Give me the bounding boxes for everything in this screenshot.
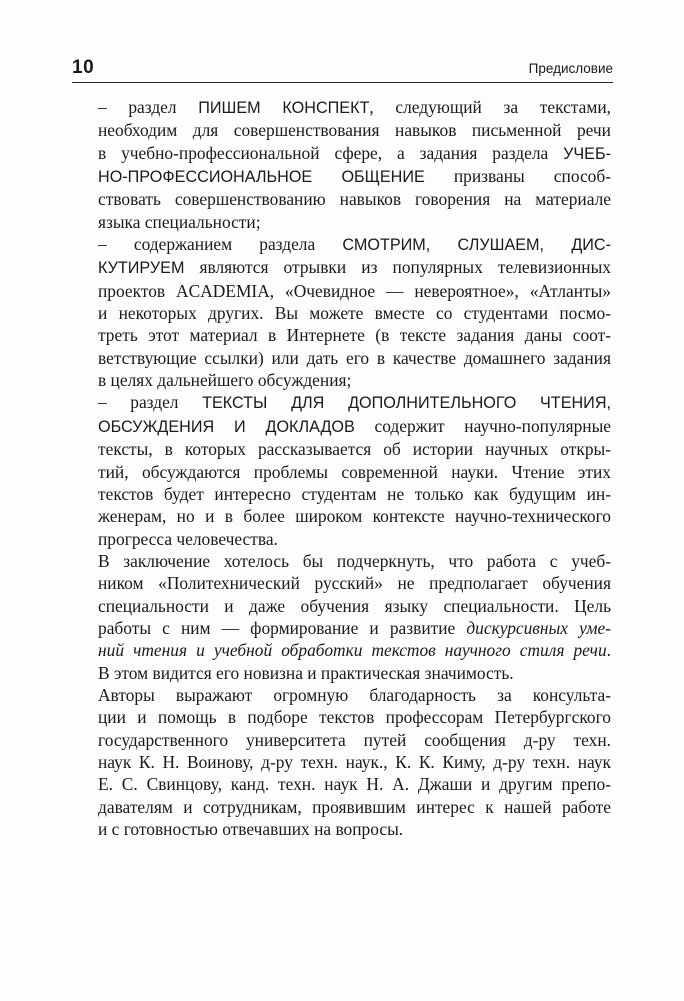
text-run: ветствующие ссылки) или дать его в качестве домашнего задания [98, 347, 611, 368]
text-run: текстов будет интересно студентам не только как будущим ин- [98, 483, 611, 504]
text-line [74, 595, 611, 617]
section-name: ОБСУЖДЕНИЯ И ДОКЛАДОВ [98, 417, 355, 436]
text-run: и с готовностью отвечавших на вопросы. [98, 819, 404, 839]
text-line [74, 347, 611, 369]
italic-run: дискурсивных уме- [466, 617, 611, 638]
header-rule [72, 82, 613, 83]
text-run: В этом видится его новизна и практическая значимость. [98, 662, 514, 683]
section-name: ПИШЕМ КОНСПЕКТ [198, 99, 370, 117]
section-name: ТЕКСТЫ ДЛЯ ДОПОЛНИТЕЛЬНОГО ЧТЕНИЯ, [202, 394, 612, 413]
text-run: специальности и даже обучения языку специальности. Цель [98, 595, 611, 616]
text-line [74, 438, 611, 460]
text-run: треть этот материал в Интернете (в тексте задания даны соот- [98, 325, 611, 346]
paragraph [74, 550, 611, 684]
text-line [74, 142, 611, 165]
text-line [74, 662, 611, 684]
text-run: и некоторых других. Вы можете вместе со студентами посмо- [98, 303, 611, 324]
text-run: являются отрывки из популярных телевизионных [184, 257, 611, 278]
text-line [74, 391, 611, 414]
text-run: Е. С. Свинцову, канд. техн. наук Н. А. Джаши и другим препо- [98, 774, 611, 795]
text-line [74, 572, 611, 594]
text-run: женерам, но и в более широком контексте научно-технического [98, 506, 611, 527]
text-run: призваны способ- [424, 166, 611, 187]
text-run: содержит научно-популярные [354, 415, 611, 436]
section-name: НО-ПРОФЕССИОНАЛЬНОЕ ОБЩЕНИЕ [98, 168, 425, 187]
text-run: ником «Политехнический русский» не предполагает обучения [98, 573, 611, 594]
text-run: работы с ним — формирование и развитие [98, 617, 467, 638]
text-line [74, 550, 611, 572]
text-line [74, 211, 611, 233]
body-text [74, 96, 611, 840]
paragraph [74, 391, 611, 549]
text-run: давателям и сотрудникам, проявившим интерес к нашей работе [98, 796, 611, 817]
section-name: УЧЕБ- [563, 144, 611, 163]
paragraph [74, 684, 611, 840]
text-line [74, 280, 611, 302]
text-line [74, 796, 611, 818]
running-title: Предисловие [528, 61, 613, 76]
text-run: Авторы выражают огромную благодарность за консульта- [98, 684, 611, 705]
text-run: – раздел [98, 392, 203, 413]
text-line [74, 528, 611, 550]
text-run: В заключение хотелось бы подчеркнуть, что работа с учеб- [98, 550, 611, 571]
text-line [74, 302, 611, 324]
text-line [74, 773, 611, 795]
text-line [74, 415, 611, 438]
text-run: – раздел [98, 97, 199, 117]
text-line [74, 256, 611, 279]
text-run: наук К. Н. Воинову, д-ру техн. наук., К. К. Киму, д-ру техн. наук [98, 751, 611, 772]
text-run: тий, обсуждаются проблемы современной науки. Чтение этих [98, 461, 611, 482]
text-run: в целях дальнейшего обсуждения; [98, 370, 352, 391]
text-line [74, 188, 611, 210]
text-line [74, 706, 611, 728]
text-line [74, 233, 611, 256]
text-line [74, 119, 611, 141]
text-run: ствовать совершенствованию навыков говорения на материале [98, 189, 611, 210]
text-line [74, 729, 611, 751]
text-line [74, 461, 611, 483]
text-line [74, 617, 611, 639]
text-run: , следующий за текстами, [369, 97, 611, 117]
text-run: государственного университета путей сообщения д-ру техн. [98, 729, 611, 750]
text-line [74, 324, 611, 346]
italic-run: ний чтения и учебной обработки текстов научного стиля речи [98, 640, 607, 661]
text-run: в учебно-профессиональной сфере, а задания раздела [98, 142, 564, 163]
text-run: языка специальности; [98, 211, 261, 232]
text-line [74, 165, 611, 188]
text-line [74, 818, 611, 840]
text-line [74, 483, 611, 505]
text-run: . [606, 640, 611, 661]
paragraph [74, 233, 611, 391]
page-header [72, 52, 613, 82]
text-run: – содержанием раздела [98, 234, 343, 255]
text-line [74, 369, 611, 391]
text-run: ции и помощь в подборе текстов профессорам Петербургского [98, 707, 611, 728]
text-run: проектов ACADEMIA, «Очевидное — невероятное», «Атланты» [98, 280, 611, 301]
text-run: тексты, в которых рассказывается об истории научных откры- [98, 439, 611, 460]
text-line [74, 505, 611, 527]
text-line [74, 96, 611, 119]
page-number: 10 [72, 57, 95, 78]
paragraph [74, 96, 611, 233]
text-run: прогресса человечества. [98, 528, 278, 549]
text-line [74, 751, 611, 773]
section-name: КУТИРУЕМ [98, 259, 185, 278]
text-line [74, 639, 611, 661]
text-run: необходим для совершенствования навыков письменной речи [98, 120, 611, 141]
text-line [74, 684, 611, 706]
section-name: СМОТРИМ, СЛУШАЕМ, ДИС- [342, 236, 612, 255]
